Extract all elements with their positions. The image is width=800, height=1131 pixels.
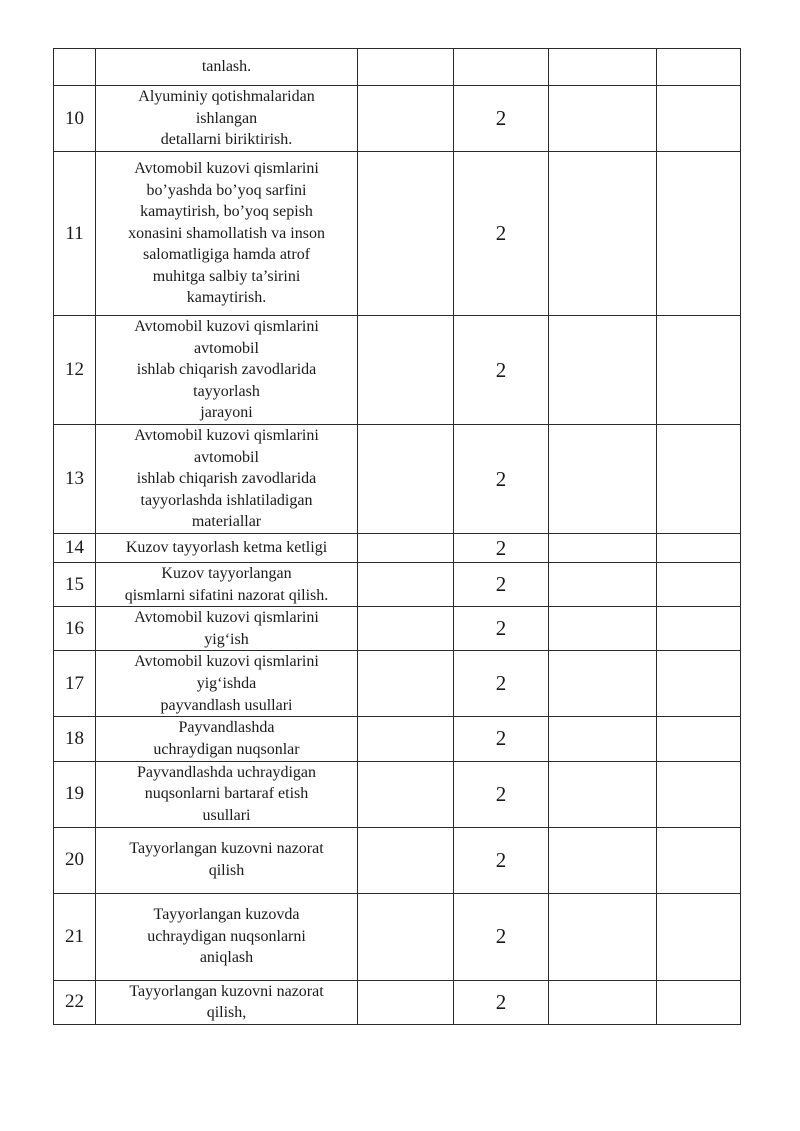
empty-cell: [549, 425, 657, 534]
empty-cell: [549, 761, 657, 827]
topic-line: payvandlash usullari: [160, 696, 293, 714]
empty-cell: [358, 49, 454, 86]
empty-cell: [549, 980, 657, 1024]
table-row: [54, 316, 741, 425]
topic-line: uchraydigan nuqsonlar: [153, 740, 300, 758]
empty-cell: [358, 717, 454, 761]
empty-cell: [657, 717, 741, 761]
curriculum-table: [53, 48, 741, 1025]
topic-line: yig‘ishda: [196, 675, 257, 693]
topic-line: tanlash.: [201, 58, 252, 76]
topic-cell: [96, 49, 358, 86]
topic-line: qilish: [208, 862, 245, 880]
empty-cell: [657, 980, 741, 1024]
empty-cell: [549, 563, 657, 607]
topic-cell: [96, 607, 358, 651]
row-number: 12: [54, 316, 96, 425]
row-number: [54, 49, 96, 86]
empty-cell: [358, 761, 454, 827]
topic-line: Alyuminiy qotishmalaridan: [138, 88, 315, 106]
topic-line: salomatligiga hamda atrof: [142, 246, 311, 264]
topic-line: tayyorlash: [193, 382, 260, 400]
topic-line: Kuzov tayyorlash ketma ketligi: [125, 539, 328, 557]
topic-cell: [96, 651, 358, 717]
empty-cell: [549, 316, 657, 425]
topic-line: usullari: [202, 806, 251, 824]
empty-cell: [358, 651, 454, 717]
table-row: [54, 651, 741, 717]
empty-cell: [657, 425, 741, 534]
empty-cell: [657, 316, 741, 425]
topic-cell: [96, 534, 358, 563]
empty-cell: [549, 49, 657, 86]
topic-cell: [96, 761, 358, 827]
topic-line: Tayyorlangan kuzovni nazorat: [129, 840, 324, 858]
row-number: 18: [54, 717, 96, 761]
topic-cell: [96, 152, 358, 316]
empty-cell: [657, 86, 741, 152]
table-row: [54, 717, 741, 761]
topic-line: ishlab chiqarish zavodlarida: [136, 361, 317, 379]
table-row: [54, 425, 741, 534]
empty-cell: [358, 425, 454, 534]
topic-line: avtomobil: [194, 339, 259, 357]
topic-line: Avtomobil kuzovi qismlarini: [134, 609, 319, 627]
topic-cell: [96, 827, 358, 893]
empty-cell: [657, 534, 741, 563]
empty-cell: [549, 717, 657, 761]
hours-cell: 2: [454, 425, 549, 534]
hours-cell: 2: [454, 761, 549, 827]
table-row: [54, 563, 741, 607]
hours-cell: 2: [454, 607, 549, 651]
hours-cell: 2: [454, 86, 549, 152]
table-row: [54, 534, 741, 563]
topic-line: bo’yashda bo’yoq sarfini: [146, 181, 307, 199]
row-number: 13: [54, 425, 96, 534]
topic-line: kamaytirish.: [186, 289, 267, 307]
hours-cell: 2: [454, 651, 549, 717]
topic-line: xonasini shamollatish va inson: [128, 224, 325, 242]
hours-cell: 2: [454, 827, 549, 893]
empty-cell: [549, 86, 657, 152]
topic-line: jarayoni: [200, 404, 253, 422]
empty-cell: [358, 152, 454, 316]
row-number: 21: [54, 893, 96, 980]
topic-line: ishlangan: [195, 109, 258, 127]
topic-cell: [96, 563, 358, 607]
topic-line: uchraydigan nuqsonlarni: [147, 927, 306, 945]
row-number: 22: [54, 980, 96, 1024]
hours-cell: [454, 49, 549, 86]
table-row: [54, 86, 741, 152]
empty-cell: [358, 607, 454, 651]
table-row: [54, 827, 741, 893]
row-number: 17: [54, 651, 96, 717]
empty-cell: [358, 893, 454, 980]
empty-cell: [358, 980, 454, 1024]
topic-cell: [96, 86, 358, 152]
table-row: [54, 607, 741, 651]
hours-cell: 2: [454, 316, 549, 425]
empty-cell: [358, 316, 454, 425]
topic-cell: [96, 980, 358, 1024]
topic-line: qismlarni sifatini nazorat qilish.: [124, 586, 329, 604]
empty-cell: [358, 827, 454, 893]
empty-cell: [657, 152, 741, 316]
hours-cell: 2: [454, 152, 549, 316]
empty-cell: [549, 827, 657, 893]
topic-line: qilish,: [206, 1004, 247, 1022]
empty-cell: [657, 893, 741, 980]
topic-line: yig‘ish: [204, 630, 249, 648]
empty-cell: [657, 651, 741, 717]
topic-line: Kuzov tayyorlangan: [161, 565, 292, 582]
topic-cell: [96, 316, 358, 425]
topic-line: tayyorlashda ishlatiladigan: [140, 491, 313, 509]
table-row: [54, 893, 741, 980]
empty-cell: [657, 761, 741, 827]
topic-line: aniqlash: [199, 949, 254, 967]
topic-line: avtomobil: [194, 448, 259, 466]
hours-cell: 2: [454, 980, 549, 1024]
hours-cell: 2: [454, 893, 549, 980]
topic-line: nuqsonlarni bartaraf etish: [144, 785, 309, 803]
empty-cell: [549, 893, 657, 980]
topic-cell: [96, 425, 358, 534]
table-body: [54, 49, 741, 1025]
topic-cell: [96, 893, 358, 980]
row-number: 16: [54, 607, 96, 651]
topic-line: Avtomobil kuzovi qismlarini: [134, 159, 319, 177]
table-row: [54, 761, 741, 827]
topic-line: detallarni biriktirish.: [160, 131, 293, 149]
topic-line: Tayyorlangan kuzovni nazorat: [129, 982, 324, 1000]
hours-cell: 2: [454, 534, 549, 563]
row-number: 11: [54, 152, 96, 316]
empty-cell: [358, 86, 454, 152]
empty-cell: [657, 49, 741, 86]
empty-cell: [657, 607, 741, 651]
empty-cell: [657, 563, 741, 607]
empty-cell: [549, 651, 657, 717]
hours-cell: 2: [454, 717, 549, 761]
topic-line: Avtomobil kuzovi qismlarini: [134, 318, 319, 336]
empty-cell: [358, 534, 454, 563]
table-row: [54, 152, 741, 316]
empty-cell: [549, 607, 657, 651]
empty-cell: [549, 534, 657, 563]
topic-line: ishlab chiqarish zavodlarida: [136, 470, 317, 488]
empty-cell: [549, 152, 657, 316]
row-number: 15: [54, 563, 96, 607]
topic-line: Tayyorlangan kuzovda: [153, 906, 300, 924]
row-number: 20: [54, 827, 96, 893]
table-row: [54, 49, 741, 86]
row-number: 10: [54, 86, 96, 152]
hours-cell: 2: [454, 563, 549, 607]
row-number: 19: [54, 761, 96, 827]
table-row: [54, 980, 741, 1024]
row-number: 14: [54, 534, 96, 563]
topic-line: Avtomobil kuzovi qismlarini: [134, 653, 319, 671]
topic-line: Payvandlashda: [178, 719, 275, 737]
topic-line: muhitga salbiy ta’sirini: [152, 267, 301, 285]
topic-line: kamaytirish, bo’yoq sepish: [140, 203, 313, 221]
topic-line: Avtomobil kuzovi qismlarini: [134, 427, 319, 445]
empty-cell: [657, 827, 741, 893]
topic-line: Payvandlashda uchraydigan: [136, 763, 317, 781]
empty-cell: [358, 563, 454, 607]
topic-line: materiallar: [191, 513, 262, 531]
topic-cell: [96, 717, 358, 761]
